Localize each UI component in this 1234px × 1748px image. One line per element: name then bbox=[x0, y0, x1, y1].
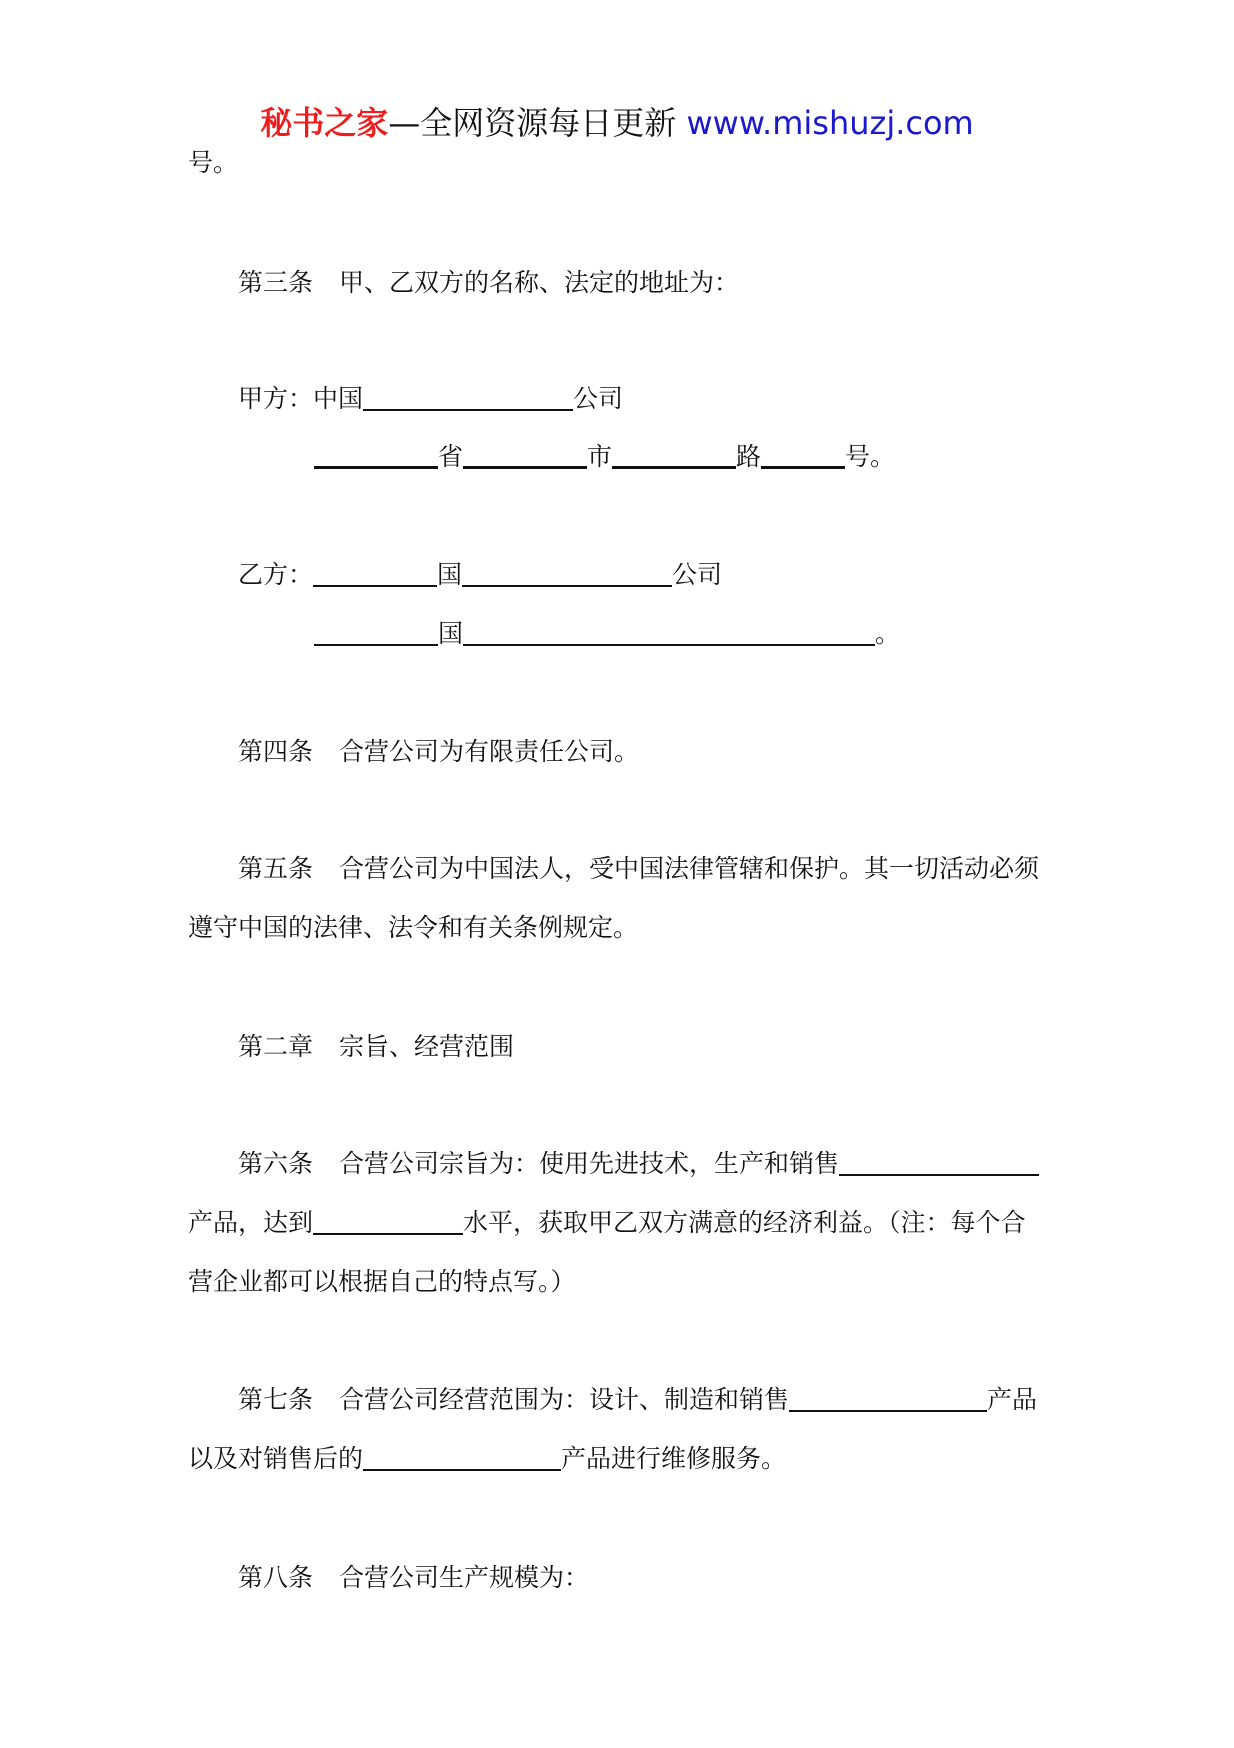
blank-field bbox=[612, 440, 736, 469]
chapter-2-heading bbox=[238, 1030, 514, 1064]
text-line bbox=[188, 146, 238, 180]
blank-field bbox=[314, 440, 438, 469]
blank-field bbox=[462, 559, 672, 587]
blank-field bbox=[463, 618, 875, 646]
text-line bbox=[188, 1265, 576, 1299]
article-4 bbox=[238, 735, 639, 769]
party-b-label: 乙方： bbox=[238, 560, 314, 589]
blank-field bbox=[839, 1148, 1039, 1176]
chapter-title: 宗旨、经营范围 bbox=[339, 1032, 515, 1061]
line-text: 路 bbox=[736, 442, 762, 471]
line-text: 公司 bbox=[672, 560, 723, 589]
article-text: 合营公司宗旨为：使用先进技术，生产和销售 bbox=[339, 1149, 840, 1178]
line-text: 水平，获取甲乙双方满意的经济利益。（注：每个合 bbox=[463, 1208, 1026, 1237]
party-a-line bbox=[238, 382, 623, 416]
line-text: 市 bbox=[587, 442, 613, 471]
brand-name: 秘书之家 bbox=[260, 104, 389, 142]
line-text: 公司 bbox=[573, 384, 624, 413]
article-text: 合营公司生产规模为： bbox=[339, 1563, 590, 1592]
line-text: 省 bbox=[438, 442, 464, 471]
article-text: 合营公司为有限责任公司。 bbox=[339, 737, 640, 766]
party-b-line bbox=[238, 558, 722, 592]
line-text: 号。 bbox=[845, 442, 896, 471]
article-number: 第五条 bbox=[238, 854, 314, 883]
text-line bbox=[188, 1442, 786, 1476]
article-7 bbox=[238, 1383, 1037, 1417]
site-header bbox=[0, 100, 1234, 146]
line-text: 。 bbox=[875, 619, 901, 648]
party-b-address-line bbox=[314, 617, 900, 651]
blank-field bbox=[313, 559, 437, 587]
line-text: 产品，达到 bbox=[188, 1208, 314, 1237]
article-text: 合营公司为中国法人，受中国法律管辖和保护。其一切活动必须 bbox=[339, 854, 1040, 883]
blank-field bbox=[463, 440, 587, 469]
article-number: 第六条 bbox=[238, 1149, 314, 1178]
party-a-label: 甲方：中国 bbox=[238, 384, 364, 413]
text-line bbox=[188, 911, 638, 945]
line-text: 国 bbox=[438, 619, 464, 648]
article-number: 第三条 bbox=[238, 268, 314, 297]
line-text: 产品进行维修服务。 bbox=[561, 1444, 787, 1473]
site-tagline: —全网资源每日更新 bbox=[388, 104, 677, 142]
article-8 bbox=[238, 1561, 589, 1595]
party-a-address-line bbox=[314, 440, 895, 474]
article-5 bbox=[238, 852, 1039, 886]
blank-field bbox=[313, 1207, 463, 1235]
line-text: 营企业都可以根据自己的特点写。） bbox=[188, 1267, 576, 1296]
blank-field bbox=[761, 440, 845, 469]
article-number: 第八条 bbox=[238, 1563, 314, 1592]
blank-field bbox=[363, 1443, 561, 1471]
line-text: 遵守中国的法律、法令和有关条例规定。 bbox=[188, 913, 639, 942]
blank-field bbox=[314, 618, 438, 646]
article-number: 第七条 bbox=[238, 1385, 314, 1414]
line-text: 国 bbox=[437, 560, 463, 589]
line-text: 产品 bbox=[987, 1385, 1038, 1414]
site-url-link[interactable]: www.mishuzj.com bbox=[686, 104, 974, 142]
article-text: 合营公司经营范围为：设计、制造和销售 bbox=[339, 1385, 790, 1414]
blank-field bbox=[789, 1384, 987, 1412]
line-text: 号。 bbox=[188, 148, 239, 177]
article-number: 第四条 bbox=[238, 737, 314, 766]
article-3-heading bbox=[238, 266, 739, 300]
article-6 bbox=[238, 1147, 1039, 1181]
text-line bbox=[188, 1206, 1026, 1240]
blank-field bbox=[363, 383, 573, 411]
line-text: 以及对销售后的 bbox=[188, 1444, 364, 1473]
chapter-number: 第二章 bbox=[238, 1032, 314, 1061]
article-text: 甲、乙双方的名称、法定的地址为： bbox=[339, 268, 740, 297]
